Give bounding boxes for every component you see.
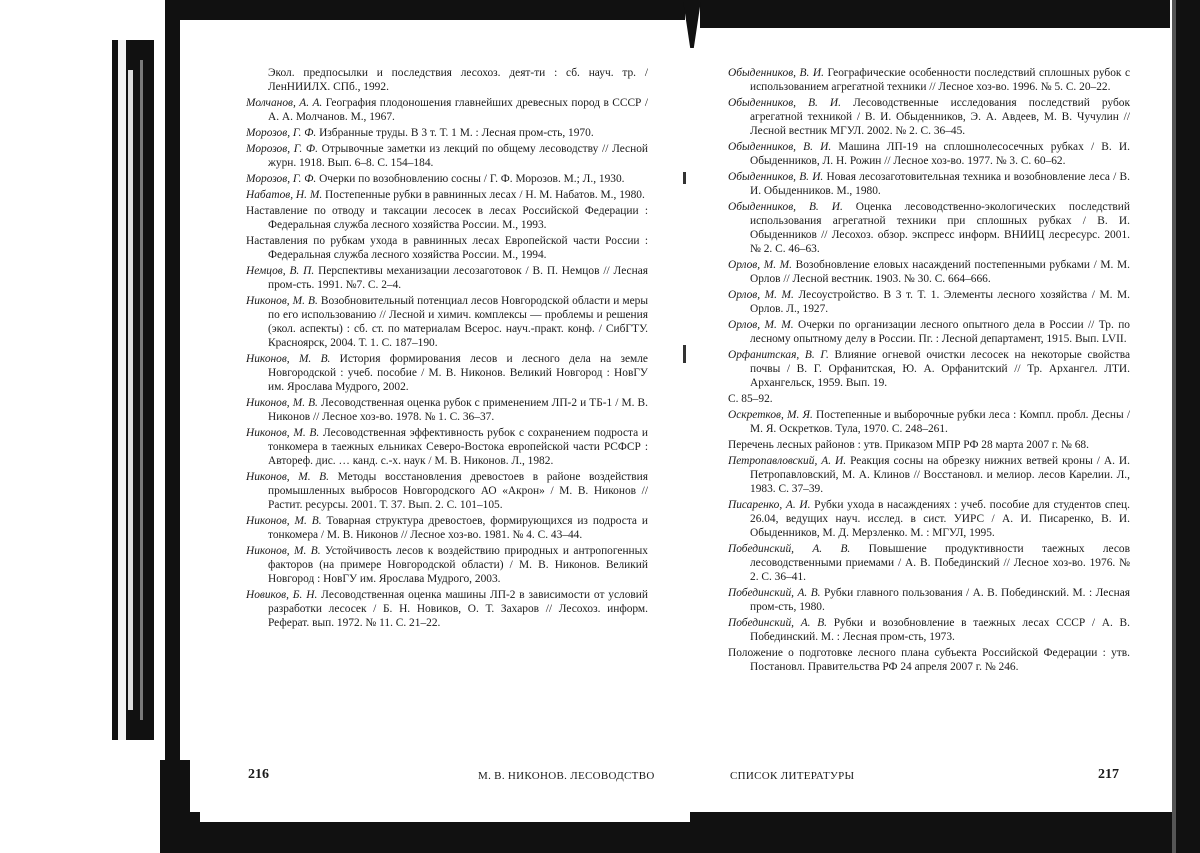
- bibliography-entry: [246, 396, 648, 424]
- entry-author: Орфанитская, В. Г.: [728, 349, 829, 361]
- entry-author: Обыденников, В. И.: [728, 201, 843, 213]
- entry-text: Наставления по рубкам ухода в равнинных лесах Европейской части России : Федеральная служба лесного хозяйства России. М., 1994.: [246, 235, 648, 261]
- scan-shadow: [165, 20, 180, 840]
- scan-border-bottom: [200, 812, 690, 822]
- bibliography-entry: [728, 392, 1130, 406]
- entry-text: Реакция сосны на обрезку нижних ветвей кроны / А. И. Петропавловский, М. А. Клинов // Восстановл. и мелиор. лесов Карелии. Л., 1983. С. 37–39.: [750, 455, 1130, 495]
- bibliography-entry: [728, 616, 1130, 644]
- scan-shadow: [118, 40, 126, 740]
- entry-text: Перечень лесных районов : утв. Приказом МПР РФ 28 марта 2007 г. № 68.: [728, 439, 1089, 451]
- entry-author: Морозов, Г. Ф.: [246, 173, 317, 185]
- bibliography-entry: [728, 348, 1130, 390]
- entry-author: Побединский, А. В.: [728, 617, 828, 629]
- entry-author: Орлов, М. М.: [728, 289, 794, 301]
- entry-author: Обыденников, В. И.: [728, 171, 824, 183]
- bibliography-entry: [246, 426, 648, 468]
- book-gutter: [683, 0, 701, 48]
- scan-shadow: [160, 760, 190, 820]
- entry-author: Обыденников, В. И.: [728, 141, 832, 153]
- bibliography-entry: [728, 140, 1130, 168]
- bibliography-entry: [246, 204, 648, 232]
- entry-author: Морозов, Г. Ф.: [246, 127, 317, 139]
- entry-author: Морозов, Г. Ф.: [246, 143, 318, 155]
- entry-author: Никонов, М. В.: [246, 545, 321, 557]
- bibliography-entry: [246, 188, 648, 202]
- entry-author: Орлов, М. М.: [728, 319, 794, 331]
- bibliography-entry: [246, 294, 648, 350]
- entry-text: Машина ЛП-19 на сплошнолесосечных рубках / В. И. Обыденников, Л. Н. Рожин // Лесное хоз-во. 1977. № 3. С. 60–62.: [750, 141, 1130, 167]
- entry-text: Географические особенности последствий сплошных рубок с использованием агрегатной техники // Лесное хоз-во. 1996. № 5. С. 20–22.: [750, 67, 1130, 93]
- bibliography-entry: [246, 588, 648, 630]
- bibliography-entry: [728, 454, 1130, 496]
- left-page: [246, 66, 648, 632]
- bibliography-entry: [246, 352, 648, 394]
- bibliography-entry: [728, 498, 1130, 540]
- entry-text: Отрывочные заметки из лекций по общему лесоводству // Лесной журн. 1918. Вып. 6–8. С. 154–184.: [268, 143, 648, 169]
- scan-shadow: [140, 60, 143, 720]
- entry-author: Никонов, М. В.: [246, 427, 320, 439]
- entry-author: Никонов, М. В.: [246, 353, 331, 365]
- entry-text: Устойчивость лесов к воздействию природных и антропогенных факторов (на примере Новгородской области) / М. В. Никонов. Великий Новгород : НовГУ им. Ярослава Мудрого, 2003.: [268, 545, 648, 585]
- bibliography-entry: [728, 170, 1130, 198]
- entry-text: Лесоводственная оценка рубок с применением ЛП-2 и ТБ-1 / М. В. Никонов // Лесное хоз-во. 1978. № 1. С. 36–37.: [268, 397, 648, 423]
- entry-author: Молчанов, А. А.: [246, 97, 323, 109]
- running-head-right: СПИСОК ЛИТЕРАТУРЫ: [730, 770, 855, 782]
- entry-text: Рубки и возобновление в таежных лесах СССР / А. В. Побединский. М. : Лесная пром-сть, 1973.: [750, 617, 1130, 643]
- entry-text: Избранные труды. В 3 т. Т. 1 М. : Лесная пром-сть, 1970.: [316, 127, 594, 139]
- bibliography-entry: [246, 544, 648, 586]
- entry-author: Орлов, М. М.: [728, 259, 793, 271]
- scan-border-right: [1176, 0, 1200, 853]
- page-number-left: 216: [248, 767, 269, 782]
- entry-text: Лесоводственные исследования последствий рубок агрегатной техникой / В. И. Обыденников, Э. А. Авдеев, М. В. Чучулин // Лесной вестник МГУЛ. 2002. № 2. С. 36–45.: [750, 97, 1130, 137]
- entry-text: Очерки по организации лесного опытного дела в России // Тр. по лесному опытному делу в России. Пг. : Лесной департамент, 1915. Вып. LVII.: [750, 319, 1131, 345]
- page-number-right: 217: [1098, 767, 1119, 782]
- entry-text: Постепенные рубки в равнинных лесах / Н. М. Набатов. М., 1980.: [322, 189, 645, 201]
- entry-author: Никонов, М. В.: [246, 397, 318, 409]
- bibliography-entry: [728, 586, 1130, 614]
- scan-border-top: [700, 0, 1170, 28]
- gutter-mark: [683, 345, 686, 363]
- right-page: [728, 66, 1130, 676]
- scan-border-top: [165, 0, 685, 20]
- entry-text: Экол. предпосылки и последствия лесохоз. деят-ти : сб. науч. тр. / ЛенНИИЛХ. СПб., 1992.: [268, 67, 648, 93]
- entry-author: Обыденников, В. И.: [728, 67, 824, 79]
- entry-text: Товарная структура древостоев, формирующихся из подроста и тонкомера / М. В. Никонов // Лесное хоз-во. 1981. № 4. С. 43–44.: [268, 515, 648, 541]
- entry-text: Рубки главного пользования / А. В. Побединский. М. : Лесная пром-сть, 1980.: [750, 587, 1130, 613]
- entry-author: Оскретков, М. Я.: [728, 409, 813, 421]
- entry-text: Влияние огневой очистки лесосек на некоторые свойства почвы / В. Г. Орфанитская, Ю. А. Орфанитский // Тр. Архангел. ЛТИ. Архангельск, 1959. Вып. 19.: [750, 349, 1131, 389]
- entry-text: Лесоводственная оценка машины ЛП-2 в зависимости от условий разработки лесосек / Б. Н. Новиков, О. Т. Захаров // Лесохоз. информ. Реферат. вып. 1972. № 11. С. 21–22.: [268, 589, 648, 629]
- entry-text: Положение о подготовке лесного плана субъекта Российской Федерации : утв. Постановл. Правительства РФ 24 апреля 2007 г. № 246.: [728, 647, 1130, 673]
- bibliography-entry: [246, 172, 648, 186]
- entry-text: Постепенные и выборочные рубки леса : Компл. пробл. Десны / М. Я. Оскретков. Тула, 1970. С. 248–261.: [750, 409, 1131, 435]
- bibliography-entry: [246, 264, 648, 292]
- entry-text: Рубки ухода в насаждениях : учеб. пособие для студентов спец. 26.04, ведущих науч. исслед. в сист. УИРС / А. И. Писаренко, В. И. Обыденников, М. Д. Мерзленко. М. : МГУЛ, 1995.: [750, 499, 1130, 539]
- scan-shadow: [128, 70, 133, 710]
- entry-text: Наставление по отводу и таксации лесосек в лесах Российской Федерации : Федеральная служба лесного хозяйства России. М., 1993.: [246, 205, 648, 231]
- entry-text: С. 85–92.: [728, 393, 773, 405]
- bibliography-entry: [246, 234, 648, 262]
- entry-text: Новая лесозаготовительная техника и возобновление леса / В. И. Обыденников. М., 1980.: [750, 171, 1130, 197]
- entry-text: Возобновление еловых насаждений постепенными рубками / М. М. Орлов // Лесной вестник. 1903. № 30. С. 664–666.: [750, 259, 1131, 285]
- bibliography-entry: [728, 258, 1130, 286]
- bibliography-entry: [728, 66, 1130, 94]
- bibliography-entry: [728, 438, 1130, 452]
- entry-author: Набатов, Н. М.: [246, 189, 323, 201]
- bibliography-entry: [728, 408, 1130, 436]
- bibliography-entry: [728, 646, 1130, 674]
- bibliography-entry: [246, 66, 648, 94]
- entry-author: Никонов, М. В.: [246, 471, 329, 483]
- entry-author: Никонов, М. В.: [246, 295, 318, 307]
- bibliography-entry: [246, 514, 648, 542]
- gutter-mark: [683, 172, 686, 184]
- entry-text: Перспективы механизации лесозаготовок / В. П. Немцов // Лесная пром-сть. 1991. №7. С. 2–4.: [268, 265, 648, 291]
- bibliography-entry: [728, 318, 1130, 346]
- entry-text: Лесоустройство. В 3 т. Т. 1. Элементы лесного хозяйства / М. М. Орлов. Л., 1927.: [750, 289, 1130, 315]
- entry-text: География плодоношения главнейших древесных пород в СССР / А. А. Молчанов. М., 1967.: [268, 97, 648, 123]
- entry-text: Лесоводственная эффективность рубок с сохранением подроста и тонкомера в таежных ельниках Северо-Востока европейской части РСФСР : Автореф. дис. … канд. с.-х. наук / М. В. Никонов. Л., 1982.: [268, 427, 648, 467]
- bibliography-entry: [246, 96, 648, 124]
- bibliography-entry: [246, 142, 648, 170]
- entry-text: Возобновительный потенциал лесов Новгородской области и меры по его использованию // Лесной и химич. комплексы — проблемы и решения (экол. аспекты) : сб. ст. по материалам Всерос. науч.-практ. конф. / СибГТУ. Красноярск, 2004. Т. 1. С. 187–190.: [268, 295, 648, 349]
- bibliography-entry: [728, 96, 1130, 138]
- entry-author: Петропавловский, А. И.: [728, 455, 847, 467]
- bibliography-entry: [246, 126, 648, 140]
- entry-author: Обыденников, В. И.: [728, 97, 842, 109]
- entry-text: Методы восстановления древостоев в районе воздействия промышленных выбросов Новгородского АО «Акрон» / М. В. Никонов // Растит. ресурсы. 2001. Т. 37. Вып. 2. С. 101–105.: [268, 471, 648, 511]
- entry-author: Побединский, А. В.: [728, 587, 821, 599]
- entry-text: История формирования лесов и лесного дела на земле Новгородской : учеб. пособие / М. В. Никонов. Великий Новгород : НовГУ им. Ярослава Мудрого, 2002.: [268, 353, 648, 393]
- entry-author: Побединский, А. В.: [728, 543, 851, 555]
- entry-author: Никонов, М. В.: [246, 515, 322, 527]
- entry-author: Новиков, Б. Н.: [246, 589, 318, 601]
- entry-text: Повышение продуктивности таежных лесов лесоводственными приемами / А. В. Побединский // Лесное хоз-во. 1976. № 2. С. 36–41.: [750, 543, 1130, 583]
- entry-text: Оценка лесоводственно-экологических последствий использования агрегатной техники при сплошных рубках / В. И. Обыденников // Лесохоз. обзор. экспресс информ. ВНИИЦ лесресурс. 2001. № 2. С. 46–63.: [750, 201, 1130, 255]
- bibliography-entry: [728, 288, 1130, 316]
- bibliography-entry: [728, 542, 1130, 584]
- running-head-left: М. В. НИКОНОВ. ЛЕСОВОДСТВО: [478, 770, 655, 782]
- bibliography-entry: [728, 200, 1130, 256]
- entry-author: Немцов, В. П.: [246, 265, 315, 277]
- entry-text: Очерки по возобновлению сосны / Г. Ф. Морозов. М.; Л., 1930.: [316, 173, 625, 185]
- bibliography-entry: [246, 470, 648, 512]
- entry-author: Писаренко, А. И.: [728, 499, 811, 511]
